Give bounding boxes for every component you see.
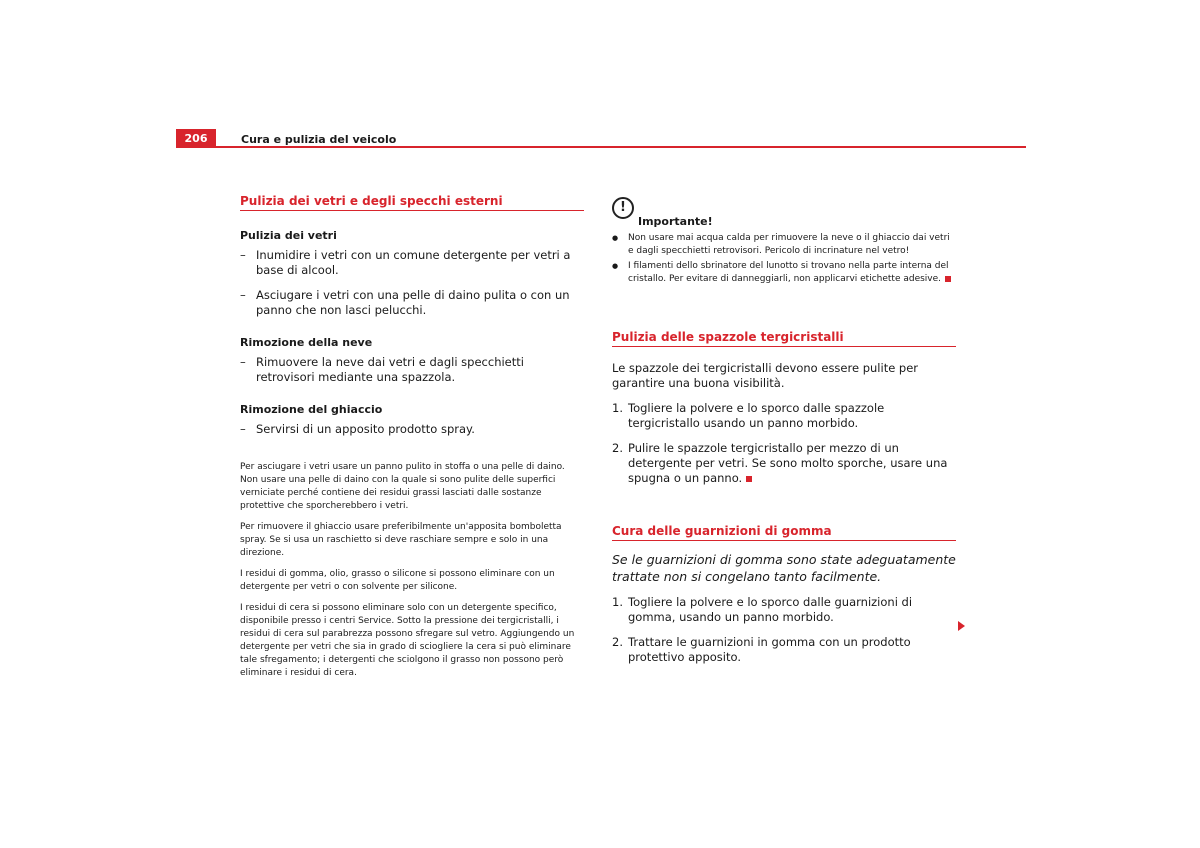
list-item [612,635,956,665]
important-title: Importante! [638,215,713,228]
note-paragraph: I residui di cera si possono eliminare solo con un detergente specifico, disponibile presso i centri Service. Sotto la pressione dei tergicristalli, i residui di cera sul parabrezza possono sfregare sul vetro. Aggiungendo un detergente per vetri che sia in grado di sciogliere la cera si può eliminare tale sfregamento; i detergenti che sciolgono il grasso non possono però eliminare i residui di cera. [240,603,575,678]
header-rule [176,146,1026,148]
important-bullet [612,260,956,286]
right-column [612,197,956,665]
note-paragraph: Per rimuovere il ghiaccio usare preferibilmente un'apposita bomboletta spray. Se si usa un raschietto si deve raschiare sempre e solo in una direzione. [240,522,562,558]
subheading-cleaning-windows: Pulizia dei vetri [240,229,337,242]
important-box [612,197,956,286]
seals-lead: Se le guarnizioni di gomma sono state adeguatamente trattate non si congelano tanto facilmente. [612,552,956,584]
list-item: – Inumidire i vetri con un comune detergente per vetri a base di alcool. [240,248,584,278]
chapter-title: Cura e pulizia del veicolo [241,133,397,146]
list-item [612,441,956,486]
step-text: Trattare le guarnizioni in gomma con un prodotto protettivo apposito. [628,635,911,664]
step-number: 1. [612,595,623,609]
step-number: 1. [612,401,623,415]
note-paragraph: I residui di gomma, olio, grasso o silicone si possono eliminare con un detergente per vetri o con solvente per silicone. [240,569,555,592]
step-number: 2. [612,441,623,455]
list-item [612,401,956,431]
step-text: Togliere la polvere e lo sporco dalle spazzole tergicristallo usando un panno morbido. [628,401,885,430]
list-item: – Rimuovere la neve dai vetri e dagli specchietti retrovisori mediante una spazzola. [240,355,584,385]
left-column [240,194,584,680]
section-title-wipers: Pulizia delle spazzole tergicristalli [612,330,956,347]
page-number: 206 [176,129,216,148]
warning-icon: ! [612,197,634,219]
subheading-ice-removal: Rimozione del ghiaccio [240,403,383,416]
continue-arrow-icon [958,621,965,631]
note-paragraph: Per asciugare i vetri usare un panno pulito in stoffa o una pelle di daino. Non usare una pelle di daino con la quale si sono pulite delle superfici verniciate perché contiene dei residui grassi lasciati dalle sostanze protettive che sporcherebbero i vetri. [240,462,565,511]
list-item: – Asciugare i vetri con una pelle di daino pulita o con un panno che non lasci pelucchi. [240,288,584,318]
step-number: 2. [612,635,623,649]
list-item [612,595,956,625]
subheading-snow-removal: Rimozione della neve [240,336,373,349]
step-text: Pulire le spazzole tergicristallo per mezzo di un detergente per vetri. Se sono molto sporche, usare una spugna o un panno. [628,441,948,485]
section-title-seals: Cura delle guarnizioni di gomma [612,524,956,541]
end-of-section-icon [945,276,951,282]
section-title-windows: Pulizia dei vetri e degli specchi esterni [240,194,584,211]
important-bullet-text: I filamenti dello sbrinatore del lunotto si trovano nella parte interna del cristallo. Per evitare di danneggiarli, non applicarvi etichette adesive. [628,261,949,284]
end-of-section-icon [746,476,752,482]
step-text: Togliere la polvere e lo sporco dalle guarnizioni di gomma, usando un panno morbido. [628,595,913,624]
list-item: – Servirsi di un apposito prodotto spray. [240,422,584,437]
important-bullet: ● Non usare mai acqua calda per rimuovere la neve o il ghiaccio dai vetri e dagli specchietti retrovisori. Pericolo di incrinature nel vetro! [612,232,956,258]
wipers-intro: Le spazzole dei tergicristalli devono essere pulite per garantire una buona visibilità. [612,361,919,390]
